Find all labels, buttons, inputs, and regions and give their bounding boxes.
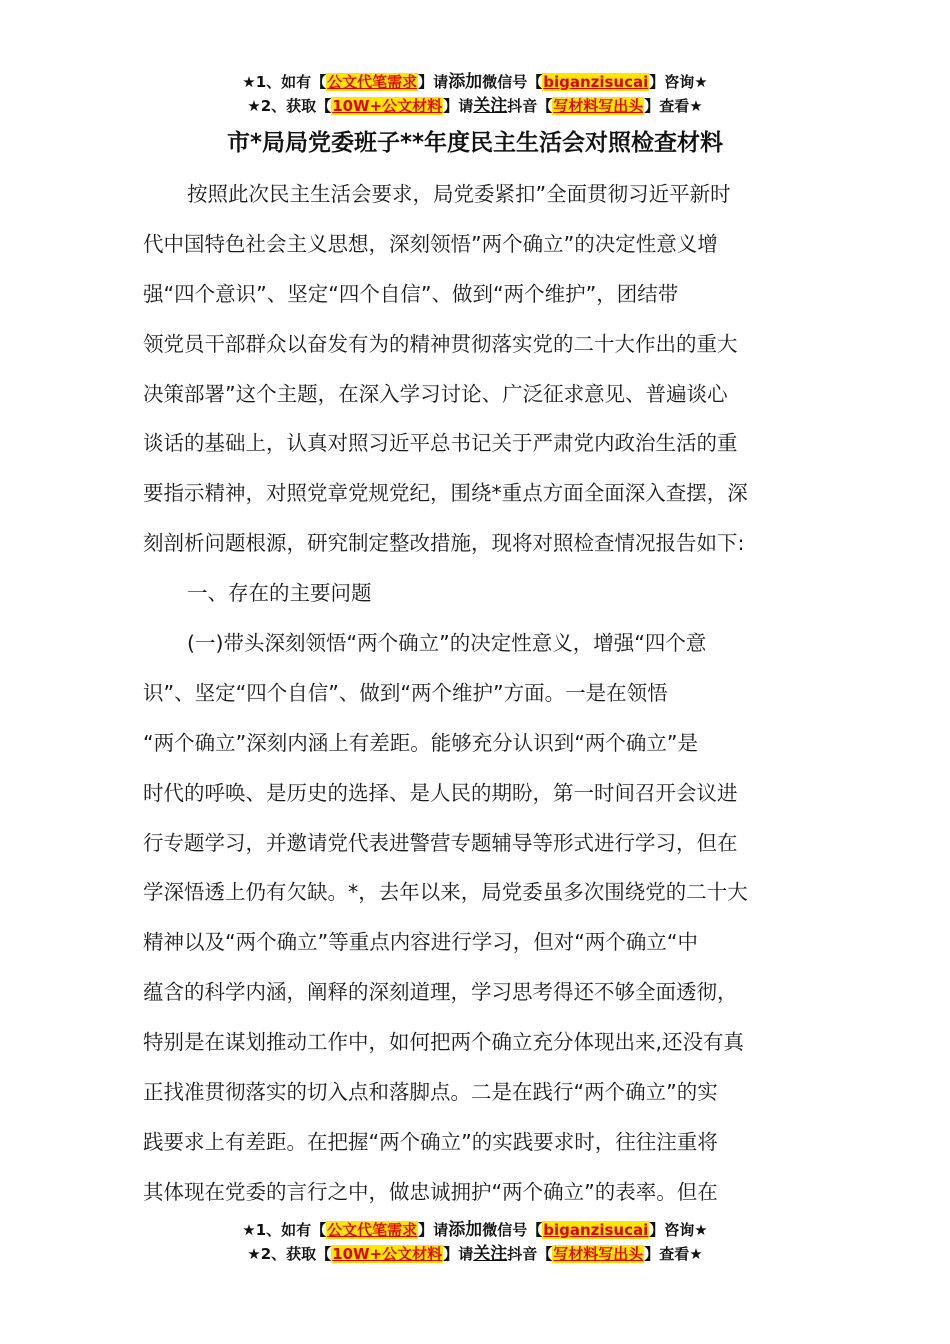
banner-text: 】咨询★ — [649, 73, 708, 91]
document-body — [143, 170, 808, 1218]
highlight-text: biganzisucai — [543, 1221, 649, 1239]
text-line: 按照此次民主生活会要求，局党委紧扣”全面贯彻习近平新时 — [187, 182, 731, 206]
banner-text: 】请 — [443, 97, 474, 115]
banner-text: 】请 — [443, 1245, 474, 1263]
banner-text: 】请 — [418, 1221, 449, 1239]
banner-text: ★1、如有【 — [242, 1221, 327, 1239]
text-line: 正找准贯彻落实的切入点和落脚点。二是在践行“两个确立”的实 — [143, 1080, 718, 1105]
text-line: 谈话的基础上，认真对照习近平总书记关于严肃党内政治生活的重 — [143, 431, 738, 456]
banner-text: 】咨询★ — [649, 1221, 708, 1239]
text-line: 领党员干部群众以奋发有为的精神贯彻落实党的二十大作出的重大 — [143, 331, 738, 356]
banner-text: 抖音【 — [507, 1245, 553, 1263]
text-line: 强“四个意识”、坚定“四个自信”、做到“两个维护”，团结带 — [143, 281, 679, 306]
banner-line-2 — [0, 1242, 950, 1266]
bottom-banner — [0, 1218, 950, 1266]
highlight-text: 公文代笔需求 — [327, 73, 418, 91]
banner-text: ★2、获取【 — [247, 97, 332, 115]
banner-text: 关注 — [473, 96, 508, 116]
banner-text: 关注 — [473, 1244, 508, 1264]
banner-text: 】请 — [418, 73, 449, 91]
highlight-text: 写材料写出头 — [553, 1245, 644, 1263]
text-line: 时代的呼唤、是历史的选择、是人民的期盼，第一时间召开会议进 — [143, 780, 738, 805]
banner-line-2 — [0, 94, 950, 118]
highlight-text: 10W+公文材料 — [332, 97, 443, 115]
highlight-text: 公文代笔需求 — [327, 1221, 418, 1239]
text-line: (一)带头深刻领悟“两个确立”的决定性意义，增强“四个意 — [187, 631, 707, 656]
banner-text: ★2、获取【 — [247, 1245, 332, 1263]
highlight-text: 10W+公文材料 — [332, 1245, 443, 1263]
document-title: 市*局局党委班子**年度民主生活会对照检查材料 — [226, 130, 724, 156]
text-line: 决策部署”这个主题，在深入学习讨论、广泛征求意见、普遍谈心 — [143, 381, 728, 406]
text-line: 行专题学习，并邀请党代表进警营专题辅导等形式进行学习，但在 — [143, 830, 738, 855]
text-line: 特别是在谋划推动工作中，如何把两个确立充分体现出来,还没有真 — [143, 1030, 745, 1055]
highlight-text: 写材料写出头 — [553, 97, 644, 115]
banner-text: 微信号【 — [482, 73, 543, 91]
text-line: 蕴含的科学内涵，阐释的深刻道理，学习思考得还不够全面透彻， — [143, 980, 738, 1005]
banner-text: 微信号【 — [482, 1221, 543, 1239]
highlight-text: biganzisucai — [543, 73, 649, 91]
text-line: 识”、坚定“四个自信”、做到“两个维护”方面。一是在领悟 — [143, 680, 668, 705]
banner-line-1 — [0, 70, 950, 94]
banner-text: 】查看★ — [644, 1245, 703, 1263]
banner-text: 添加 — [448, 72, 483, 92]
text-line: “两个确立”深刻内涵上有差距。能够充分认识到“两个确立”是 — [143, 730, 698, 755]
text-line: 践要求上有差距。在把握“两个确立”的实践要求时，往往注重将 — [143, 1129, 718, 1154]
text-line: 刻剖析问题根源，研究制定整改措施，现将对照检查情况报告如下: — [143, 531, 745, 556]
banner-text: 】查看★ — [644, 97, 703, 115]
top-banner — [0, 70, 950, 118]
text-line: 其体现在党委的言行之中，做忠诚拥护“两个确立”的表率。但在 — [143, 1179, 718, 1204]
text-line: 要指示精神，对照党章党规党纪，围绕*重点方面全面深入查摆，深 — [143, 481, 748, 506]
text-line: 代中国特色社会主义思想，深刻领悟”两个确立”的决定性意义增 — [143, 231, 718, 256]
text-line: 学深悟透上仍有欠缺。*，去年以来，局党委虽多次围绕党的二十大 — [143, 880, 748, 905]
banner-text: ★1、如有【 — [242, 73, 327, 91]
banner-line-1 — [0, 1218, 950, 1242]
section-heading: 一、存在的主要问题 — [187, 581, 372, 606]
banner-text: 抖音【 — [507, 97, 553, 115]
banner-text: 添加 — [448, 1220, 483, 1240]
text-line: 精神以及“两个确立”等重点内容进行学习，但对“两个确立“中 — [143, 930, 698, 955]
